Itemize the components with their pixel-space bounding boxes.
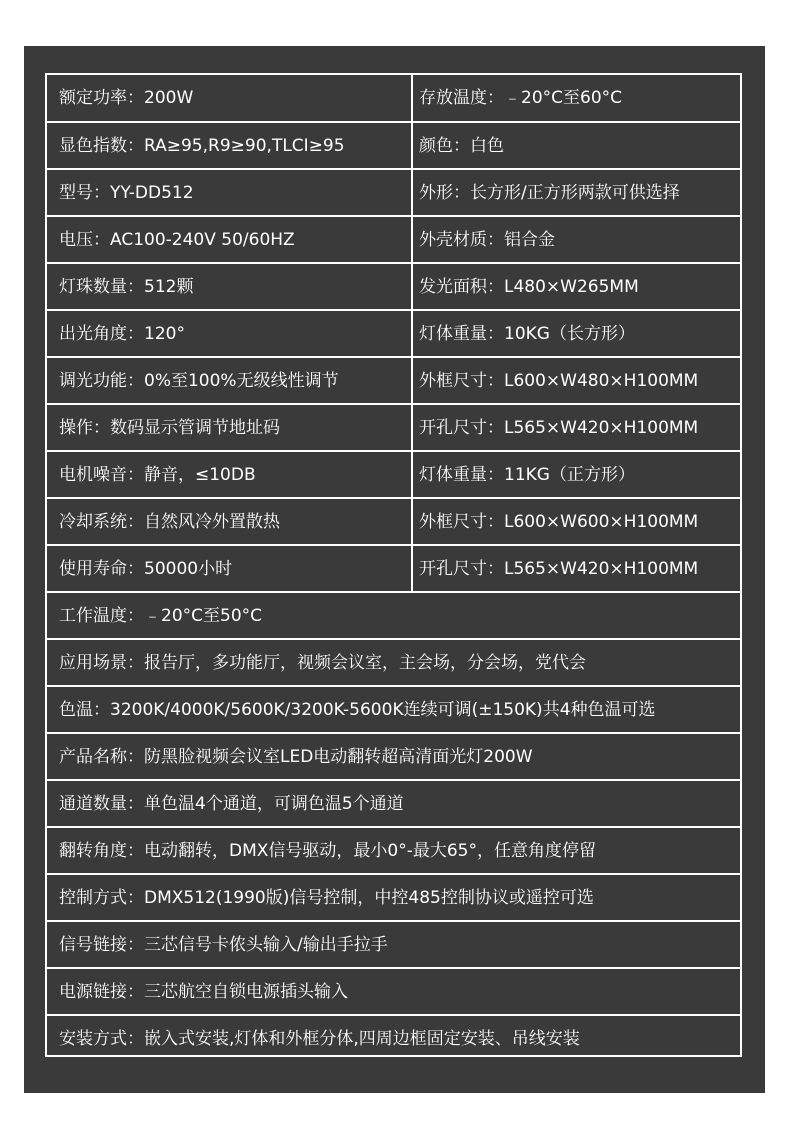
spec-cell-left: 电压：AC100-240V 50/60HZ — [47, 217, 413, 262]
spec-row-full — [47, 779, 740, 826]
spec-cell-left: 出光角度：120° — [47, 311, 413, 356]
spec-cell-left: 型号：YY-DD512 — [47, 170, 413, 215]
spec-row — [47, 75, 740, 122]
spec-row-full — [47, 685, 740, 732]
spec-cell-left: 显色指数：RA≥95,R9≥90,TLCI≥95 — [47, 123, 413, 168]
spec-cell-left: 使用寿命：50000小时 — [47, 546, 413, 591]
spec-row — [47, 497, 740, 544]
spec-cell-full: 控制方式：DMX512(1990版)信号控制，中控485控制协议或遥控可选 — [59, 888, 594, 908]
spec-row-full — [47, 732, 740, 779]
spec-row — [47, 168, 740, 215]
spec-row — [47, 450, 740, 497]
spec-cell-full: 工作温度：﹣20°C至50°C — [59, 606, 263, 626]
spec-cell-right: 开孔尺寸：L565×W420×H100MM — [419, 418, 699, 438]
spec-cell-full: 安装方式：嵌入式安装,灯体和外框分体,四周边框固定安装、吊线安装 — [59, 1029, 580, 1049]
spec-row-full — [47, 638, 740, 685]
spec-cell-left: 冷却系统：自然风冷外置散热 — [47, 499, 413, 544]
spec-cell-full: 应用场景：报告厅，多功能厅，视频会议室，主会场，分会场，党代会 — [59, 653, 586, 673]
spec-cell-full: 通道数量：单色温4个通道，可调色温5个通道 — [59, 794, 404, 814]
spec-row — [47, 309, 740, 356]
spec-row-full — [47, 920, 740, 967]
spec-row-full — [47, 591, 740, 638]
spec-cell-left: 灯珠数量：512颗 — [47, 264, 413, 309]
spec-row — [47, 215, 740, 262]
spec-cell-right: 发光面积：L480×W265MM — [419, 277, 639, 297]
spec-row — [47, 262, 740, 309]
spec-cell-right: 灯体重量：11KG（正方形） — [419, 465, 635, 485]
spec-row — [47, 544, 740, 591]
spec-cell-full: 信号链接：三芯信号卡侬头输入/输出手拉手 — [59, 935, 388, 955]
spec-row-full — [47, 826, 740, 873]
spec-cell-full: 产品名称：防黑脸视频会议室LED电动翻转超高清面光灯200W — [59, 747, 533, 767]
spec-cell-right: 外形：长方形/正方形两款可供选择 — [419, 183, 680, 203]
spec-row-full — [47, 967, 740, 1014]
spec-cell-left: 操作：数码显示管调节地址码 — [47, 405, 413, 450]
spec-cell-right: 灯体重量：10KG（长方形） — [419, 324, 635, 344]
spec-cell-full: 电源链接：三芯航空自锁电源插头输入 — [59, 982, 348, 1002]
spec-cell-full: 翻转角度：电动翻转，DMX信号驱动，最小0°-最大65°，任意角度停留 — [59, 841, 596, 861]
spec-cell-left: 额定功率：200W — [47, 75, 413, 122]
spec-row — [47, 403, 740, 450]
spec-cell-full: 色温：3200K/4000K/5600K/3200K-5600K连续可调(±150K)共4种色温可选 — [59, 700, 656, 720]
spec-cell-left: 调光功能：0%至100%无级线性调节 — [47, 358, 413, 403]
spec-cell-right: 外框尺寸：L600×W600×H100MM — [419, 512, 699, 532]
spec-table — [45, 73, 742, 1057]
spec-cell-right: 开孔尺寸：L565×W420×H100MM — [419, 559, 699, 579]
spec-row-full — [47, 1014, 740, 1061]
spec-cell-right: 外框尺寸：L600×W480×H100MM — [419, 371, 699, 391]
spec-cell-right: 外壳材质：铝合金 — [419, 230, 555, 250]
spec-cell-right: 存放温度：﹣20°C至60°C — [419, 88, 623, 108]
spec-cell-right: 颜色：白色 — [419, 136, 504, 156]
spec-row — [47, 356, 740, 403]
spec-row — [47, 121, 740, 168]
spec-row-full — [47, 873, 740, 920]
spec-cell-left: 电机噪音：静音，≤10DB — [47, 452, 413, 497]
